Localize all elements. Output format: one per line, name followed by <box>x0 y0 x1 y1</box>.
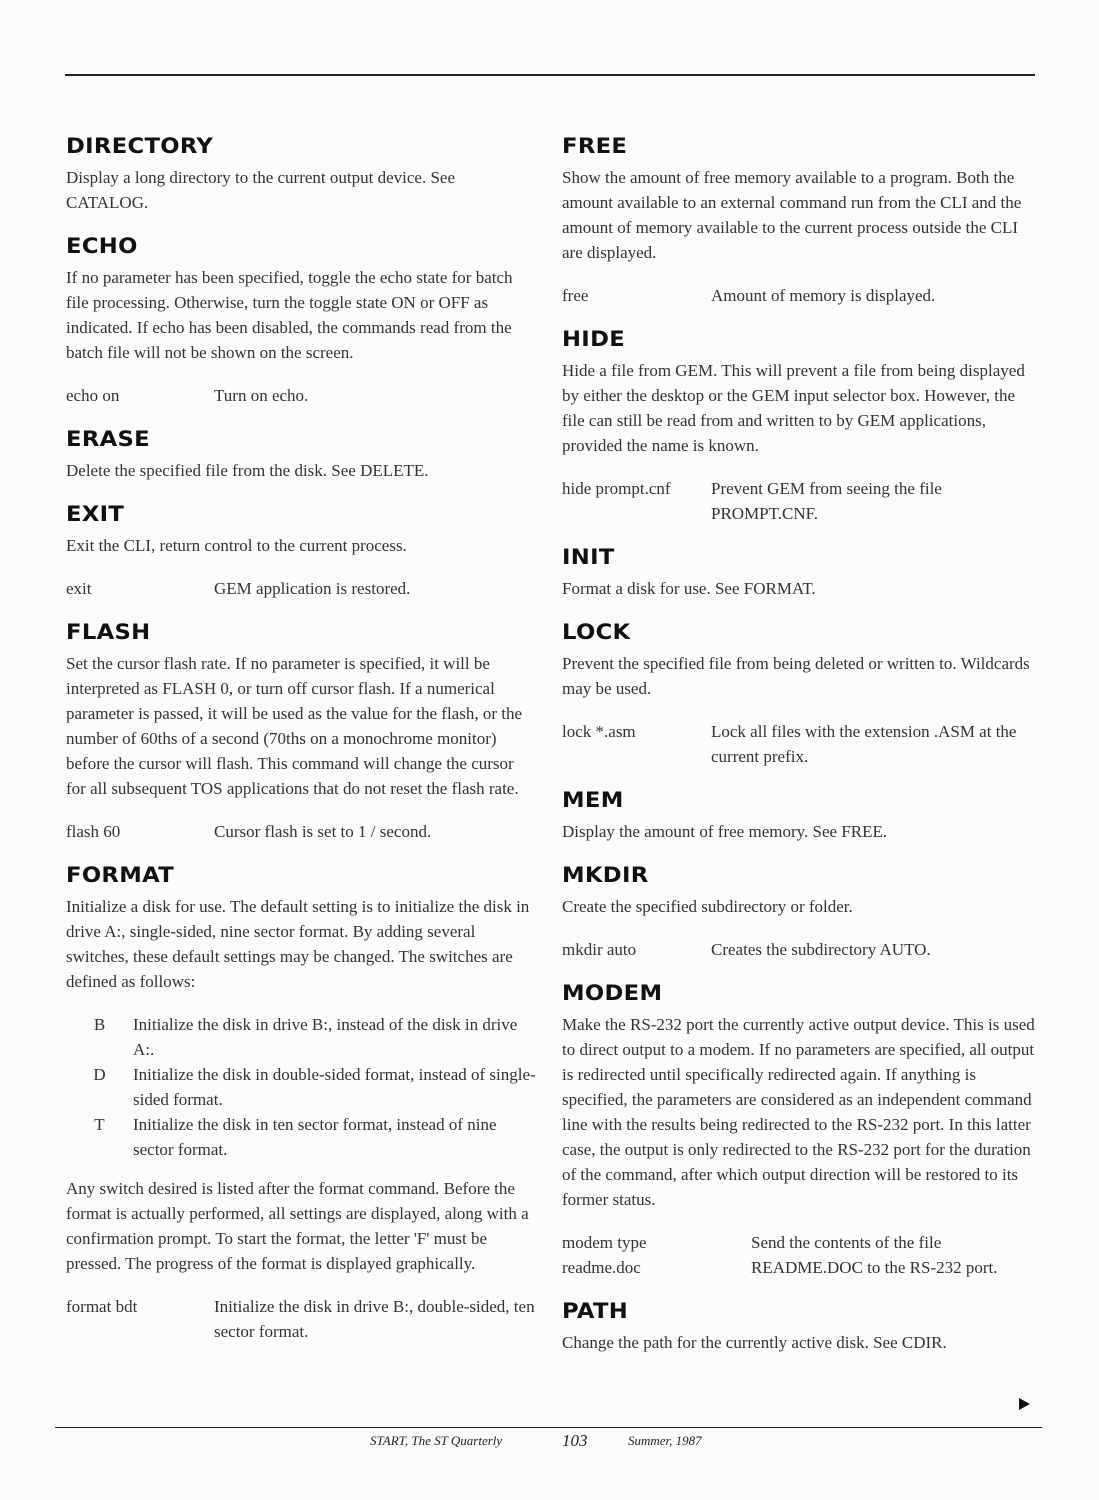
example-description: Send the contents of the file README.DOC to the RS-232 port. <box>751 1233 998 1277</box>
switch-item <box>66 1112 536 1162</box>
entry-text: Delete the specified file from the disk. See DELETE. <box>66 461 429 480</box>
entry-init <box>562 544 1036 601</box>
entry-echo <box>66 233 536 408</box>
switch-description: Initialize the disk in double-sided format, instead of single-sided format. <box>133 1065 536 1109</box>
example-command: echo on <box>66 386 120 405</box>
example-row <box>562 1230 1036 1280</box>
example-command: modem type readme.doc <box>562 1233 647 1277</box>
example-command: exit <box>66 579 92 598</box>
entry-text: Initialize a disk for use. The default setting is to initialize the disk in drive A:, single-sided, nine sector format. By adding several switches, these default settings may be changed. The switches are defined as follows: <box>66 897 530 991</box>
entry-text: Display the amount of free memory. See FREE. <box>562 822 888 841</box>
entry-erase <box>66 426 536 483</box>
entry-title: HIDE <box>562 327 626 351</box>
switch-key: T <box>94 1115 105 1134</box>
entry-title: ECHO <box>66 234 138 258</box>
entry-title: INIT <box>562 545 615 569</box>
example-row <box>66 1294 536 1344</box>
example-command: free <box>562 286 589 305</box>
entry-format <box>66 862 536 1344</box>
entry-title: FLASH <box>66 620 151 644</box>
switch-item <box>66 1062 536 1112</box>
entry-text: Show the amount of free memory available to a program. Both the amount available to an external command run from the CLI and the amount of memory available to the current process outside the CLI are displayed. <box>562 168 1022 262</box>
entry-title: DIRECTORY <box>66 134 214 158</box>
example-description: Initialize the disk in drive B:, double-sided, ten sector format. <box>214 1297 535 1341</box>
entry-flash <box>66 619 536 844</box>
example-row <box>562 719 1036 769</box>
example-description: Cursor flash is set to 1 / second. <box>214 822 432 841</box>
switch-list <box>66 1012 536 1162</box>
publication-name: START, The ST Quarterly <box>370 1433 503 1448</box>
entry-text: Hide a file from GEM. This will prevent a file from being displayed by either the desktop or the GEM input selector box. However, the file can still be read from and written to by GEM applications, provided the name is known. <box>562 361 1025 455</box>
example-command: flash 60 <box>66 822 121 841</box>
example-command: hide prompt.cnf <box>562 479 671 498</box>
switch-description: Initialize the disk in drive B:, instead of the disk in drive A:. <box>133 1015 518 1059</box>
right-column <box>562 133 1036 1373</box>
example-description: Lock all files with the extension .ASM at the current prefix. <box>711 722 1017 766</box>
example-row <box>66 576 536 601</box>
example-command: mkdir auto <box>562 940 637 959</box>
top-rule <box>65 74 1035 76</box>
entry-text: Create the specified subdirectory or folder. <box>562 897 853 916</box>
entry-title: ERASE <box>66 427 150 451</box>
page-number: 103 <box>562 1431 588 1450</box>
entry-title: LOCK <box>562 620 631 644</box>
entry-mem <box>562 787 1036 844</box>
entry-title: MKDIR <box>562 863 649 887</box>
entry-text: Change the path for the currently active disk. See CDIR. <box>562 1333 947 1352</box>
entry-mkdir <box>562 862 1036 962</box>
switch-description: Initialize the disk in ten sector format, instead of nine sector format. <box>133 1115 497 1159</box>
entry-title: MODEM <box>562 981 663 1005</box>
entry-text: Set the cursor flash rate. If no parameter is specified, it will be interpreted as FLASH 0, or turn off cursor flash. If a numerical parameter is passed, it will be used as the value for the flash, or the number of 60ths of a second (70ths on a monochrome monitor) before the cursor will flash. This command will change the cursor for all subsequent TOS applications that do not reset the flash rate. <box>66 654 523 798</box>
switch-item <box>66 1012 536 1062</box>
entry-text: Make the RS-232 port the currently active output device. This is used to direct output to a modem. If no parameters are specified, all output is redirected until specifically redirected again. If anything is specified, the parameters are considered as an independent command line with the results being redirected to the RS-232 port. In this latter case, the output is only redirected to the RS-232 port for the duration of the command, after which output direction will be restored to its former status. <box>562 1015 1035 1209</box>
triangle-right-icon <box>1019 1398 1030 1410</box>
entry-path <box>562 1298 1036 1355</box>
left-column <box>66 133 536 1362</box>
entry-title: FREE <box>562 134 628 158</box>
entry-modem <box>562 980 1036 1280</box>
entry-text: Display a long directory to the current output device. See CATALOG. <box>66 168 455 212</box>
example-description: Amount of memory is displayed. <box>711 286 936 305</box>
entry-free <box>562 133 1036 308</box>
example-row <box>562 476 1036 526</box>
example-description: Creates the subdirectory AUTO. <box>711 940 931 959</box>
issue-date: Summer, 1987 <box>628 1433 702 1448</box>
entry-title: EXIT <box>66 502 125 526</box>
entry-title: MEM <box>562 788 624 812</box>
example-command: lock *.asm <box>562 722 636 741</box>
example-description: Turn on echo. <box>214 386 309 405</box>
entry-exit <box>66 501 536 601</box>
entry-title: PATH <box>562 1299 629 1323</box>
bottom-rule <box>55 1427 1042 1428</box>
entry-text-continued: Any switch desired is listed after the format command. Before the format is actually performed, all settings are displayed, along with a confirmation prompt. To start the format, the letter 'F' must be pressed. The progress of the format is displayed graphically. <box>66 1179 529 1273</box>
entry-text: Exit the CLI, return control to the current process. <box>66 536 407 555</box>
entry-text: Format a disk for use. See FORMAT. <box>562 579 816 598</box>
entry-text: If no parameter has been specified, toggle the echo state for batch file processing. Otherwise, turn the toggle state ON or OFF as indicated. If echo has been disabled, the commands read from the batch file will not be shown on the screen. <box>66 268 513 362</box>
switch-key: D <box>93 1065 106 1084</box>
entry-lock <box>562 619 1036 769</box>
example-row <box>66 383 536 408</box>
entry-text: Prevent the specified file from being deleted or written to. Wildcards may be used. <box>562 654 1030 698</box>
example-description: Prevent GEM from seeing the file PROMPT.CNF. <box>711 479 942 523</box>
example-description: GEM application is restored. <box>214 579 411 598</box>
entry-hide <box>562 326 1036 526</box>
entry-directory <box>66 133 536 215</box>
example-command: format bdt <box>66 1297 138 1316</box>
switch-key: B <box>93 1015 106 1034</box>
example-row <box>562 283 1036 308</box>
example-row <box>66 819 536 844</box>
entry-title: FORMAT <box>66 863 175 887</box>
example-row <box>562 937 1036 962</box>
